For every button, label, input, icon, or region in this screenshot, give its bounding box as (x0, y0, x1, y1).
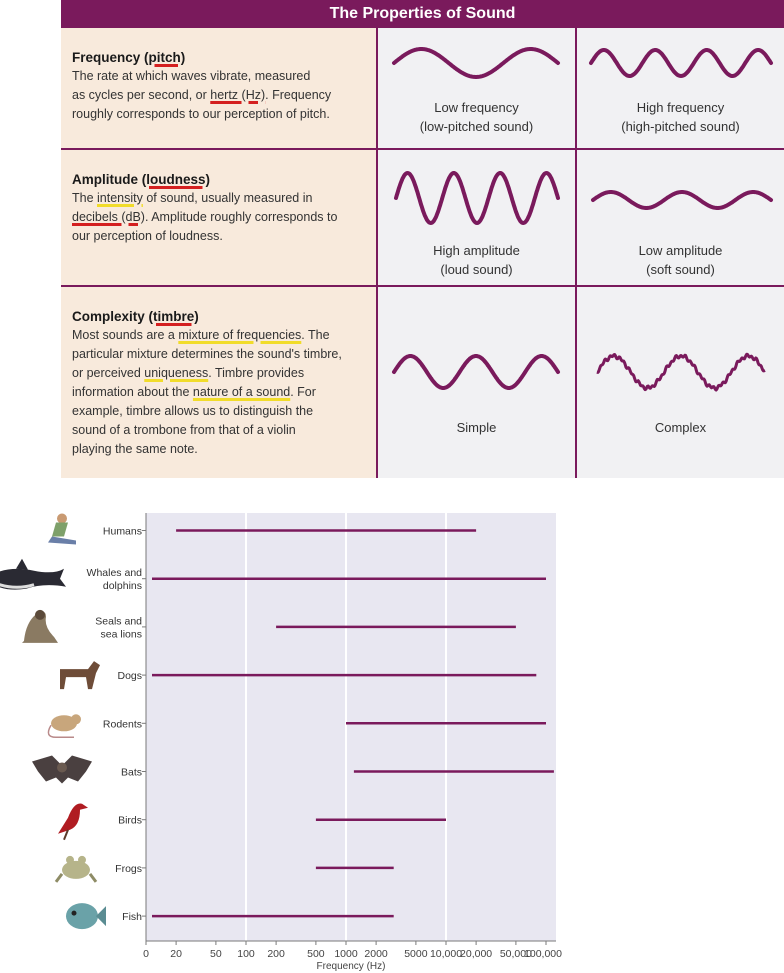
x-tick-label: 5000 (404, 948, 428, 960)
properties-table (61, 0, 784, 478)
whale-icon (0, 559, 66, 590)
frog-icon (56, 856, 96, 882)
x-tick-label: 10,000 (429, 948, 463, 960)
row-frequency (61, 28, 784, 149)
highlight-mark: decibels (dB) (72, 210, 145, 224)
table-title: The Properties of Sound (61, 0, 784, 28)
amplitude-line: The intensity of sound, usually measured in (72, 191, 313, 205)
simple-wave-cell (378, 287, 575, 478)
rodent-icon (48, 714, 81, 737)
x-tick-label: 50,000 (499, 948, 532, 960)
low-amplitude-sublabel: (soft sound) (646, 262, 715, 277)
frequency-line: roughly corresponds to our perception of pitch. (72, 107, 330, 121)
category-label: dolphins (102, 580, 142, 593)
category-label: sea lions (100, 628, 142, 641)
highlight-mark: (pitch) (144, 50, 186, 65)
column-divider (575, 28, 577, 478)
heading-text: Frequency (pitch) (72, 50, 186, 65)
simple-wave-icon (378, 287, 575, 478)
amplitude-line: decibels (dB). Amplitude roughly corresponds to (72, 210, 338, 224)
complexity-description (61, 287, 376, 478)
x-ticks (143, 941, 562, 960)
bat-icon (32, 756, 92, 784)
x-tick-label: 2000 (364, 948, 388, 960)
row-complexity (61, 287, 784, 478)
bird-icon (58, 803, 88, 839)
x-tick-label: 500 (307, 948, 325, 960)
x-axis-label: Frequency (Hz) (316, 961, 386, 972)
high-frequency-label: High frequency (636, 100, 725, 115)
category-label: Dogs (117, 670, 142, 683)
high-frequency-cell (577, 28, 784, 149)
complexity-line: or perceived uniqueness. Timbre provides (72, 366, 305, 380)
complexity-line: playing the same note. (72, 442, 198, 456)
category-label: Rodents (102, 718, 142, 731)
category-label: Whales and (86, 567, 142, 580)
high-frequency-sublabel: (high-pitched sound) (621, 119, 740, 134)
seal-icon (22, 610, 58, 643)
highlight-mark: (loudness) (141, 172, 211, 187)
x-tick-label: 100,000 (524, 948, 562, 960)
x-tick-label: 100 (237, 948, 255, 960)
human-icon (48, 514, 76, 545)
complex-wave-icon (577, 287, 784, 478)
complex-label: Complex (654, 420, 707, 435)
row-divider (61, 285, 784, 287)
category-label: Fish (122, 911, 142, 924)
amplitude-line: our perception of loudness. (72, 229, 223, 243)
high-amplitude-cell (378, 150, 575, 286)
low-amplitude-cell (577, 150, 784, 286)
dog-icon (60, 661, 100, 689)
category-label: Bats (120, 766, 142, 779)
highlight-mark: uniqueness (144, 366, 209, 380)
high-amplitude-label: High amplitude (433, 243, 520, 258)
complexity-line: example, timbre allows us to distinguish the (72, 404, 314, 418)
simple-label: Simple (456, 420, 497, 435)
category-label: Frogs (115, 862, 142, 875)
plot-area (146, 513, 556, 941)
category-label: Seals and (95, 615, 142, 628)
amplitude-description (61, 150, 376, 286)
frequency-description (61, 28, 376, 149)
frequency-line: as cycles per second, or hertz (Hz). Frequency (72, 88, 332, 102)
complexity-line: sound of a trombone from that of a violin (72, 423, 296, 437)
highlight-mark: mixture of frequencies (178, 328, 302, 342)
highlight-mark: nature of a sound (192, 385, 291, 399)
frequency-line: The rate at which waves vibrate, measured (72, 69, 311, 83)
highlight-mark: hertz (Hz) (210, 88, 266, 102)
hearing-range-chart (0, 505, 784, 973)
category-label: Humans (102, 525, 142, 538)
x-tick-label: 20 (170, 948, 182, 960)
column-divider (376, 28, 378, 478)
low-frequency-cell (378, 28, 575, 149)
fish-icon (66, 903, 106, 929)
complexity-line: Most sounds are a mixture of frequencies. The (72, 328, 330, 342)
amplitude-heading: Amplitude (loudness) (72, 172, 211, 187)
y-ticks (142, 531, 146, 917)
x-tick-label: 20,000 (460, 948, 493, 960)
highlight-mark: (timbre) (148, 309, 199, 324)
complex-wave-cell (577, 287, 784, 478)
row-amplitude (61, 150, 784, 286)
highlight-mark: intensity (97, 191, 143, 205)
low-amplitude-label: Low amplitude (638, 243, 723, 258)
frequency-heading (72, 48, 366, 67)
row-divider (61, 148, 784, 150)
category-label: Birds (118, 814, 142, 827)
low-frequency-sublabel: (low-pitched sound) (419, 119, 534, 134)
x-tick-label: 1000 (334, 948, 358, 960)
complexity-line: particular mixture determines the sound's timbre, (72, 347, 342, 361)
x-tick-label: 0 (143, 948, 149, 960)
complexity-line: information about the nature of a sound. For (72, 385, 316, 399)
complexity-heading: Complexity (timbre) (72, 309, 199, 324)
low-frequency-label: Low frequency (434, 100, 519, 115)
high-amplitude-sublabel: (loud sound) (440, 262, 513, 277)
category-labels (87, 526, 143, 924)
x-tick-label: 50 (210, 948, 222, 960)
x-tick-label: 200 (267, 948, 285, 960)
